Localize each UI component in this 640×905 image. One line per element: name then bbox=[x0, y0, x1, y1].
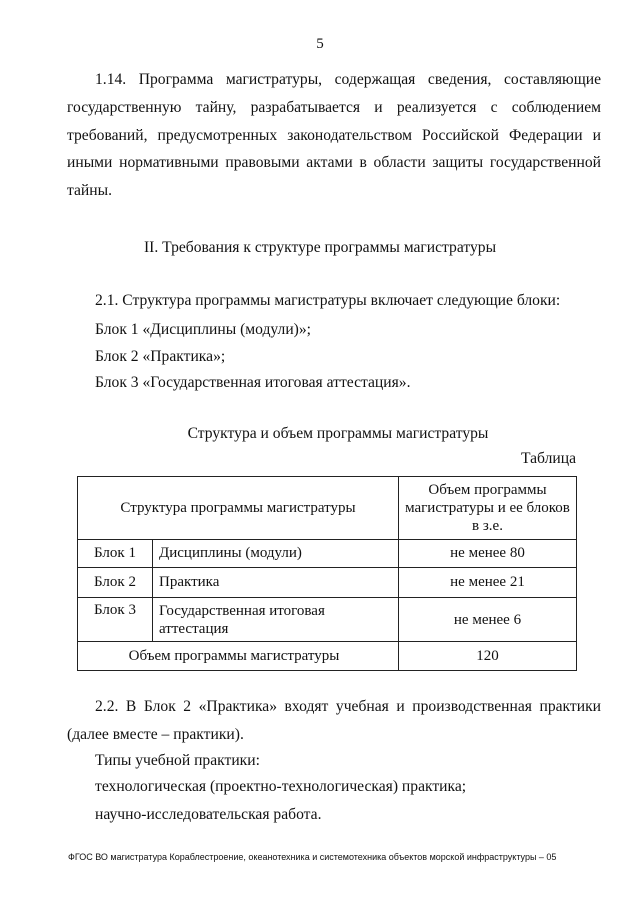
item-2-1: 2.1. Структура программы магистратуры включает следующие блоки: bbox=[95, 292, 561, 309]
paragraph-1-14-text: 1.14. Программа магистратуры, содержащая сведения, составляющие государственную тайну, разрабатывается и реализуется с соблюдением требований, предусмотренных законодательством Российской Федерации и иными нормативными правовыми актами в области защиты государственной тайны. bbox=[67, 71, 601, 200]
blocks-list-item-1: Блок 1 «Дисциплины (модули)»; bbox=[95, 321, 311, 338]
table-header-structure: Структура программы магистратуры bbox=[78, 477, 399, 540]
table-total-value: 120 bbox=[399, 642, 577, 671]
practice-type-item-1: технологическая (проектно-технологическая) практика; bbox=[95, 778, 467, 795]
table-row bbox=[78, 568, 577, 598]
table-caption: Структура и объем программы магистратуры bbox=[187, 425, 489, 442]
table-total-row bbox=[78, 642, 577, 671]
table-header-volume: Объем программы магистратуры и ее блоков в з.е. bbox=[399, 477, 577, 540]
page-number: 5 bbox=[316, 36, 324, 52]
table-cell-name: Дисциплины (модули) bbox=[153, 540, 399, 568]
section-heading: II. Требования к структуре программы магистратуры bbox=[143, 239, 497, 256]
table-header-row bbox=[78, 477, 577, 540]
table-row bbox=[78, 598, 577, 642]
table-cell-volume: не менее 80 bbox=[399, 540, 577, 568]
table-cell-volume: не менее 6 bbox=[399, 598, 577, 642]
table-row bbox=[78, 540, 577, 568]
blocks-list-item-2: Блок 2 «Практика»; bbox=[95, 348, 226, 365]
table-cell-name: Государственная итоговая аттестация bbox=[153, 598, 399, 642]
table-total-label: Объем программы магистратуры bbox=[78, 642, 399, 671]
table-cell-block: Блок 2 bbox=[78, 568, 153, 598]
table-cell-name: Практика bbox=[153, 568, 399, 598]
table-cell-block: Блок 3 bbox=[78, 598, 153, 642]
table-cell-volume: не менее 21 bbox=[399, 568, 577, 598]
table-label: Таблица bbox=[521, 450, 576, 467]
footer-note: ФГОС ВО магистратура Кораблестроение, океанотехника и системотехника объектов морской инфраструктуры – 05 bbox=[68, 852, 557, 862]
practice-type-item-2: научно-исследовательская работа. bbox=[95, 806, 322, 823]
table-cell-block: Блок 1 bbox=[78, 540, 153, 568]
structure-table bbox=[77, 476, 577, 671]
paragraph-2-2-text: 2.2. В Блок 2 «Практика» входят учебная и производственная практики (далее вместе – практики). bbox=[67, 698, 601, 743]
paragraph-2-2 bbox=[67, 693, 601, 749]
paragraph-1-14 bbox=[67, 66, 601, 205]
blocks-list-item-3: Блок 3 «Государственная итоговая аттестация». bbox=[95, 374, 411, 391]
practice-types-heading: Типы учебной практики: bbox=[95, 752, 260, 769]
